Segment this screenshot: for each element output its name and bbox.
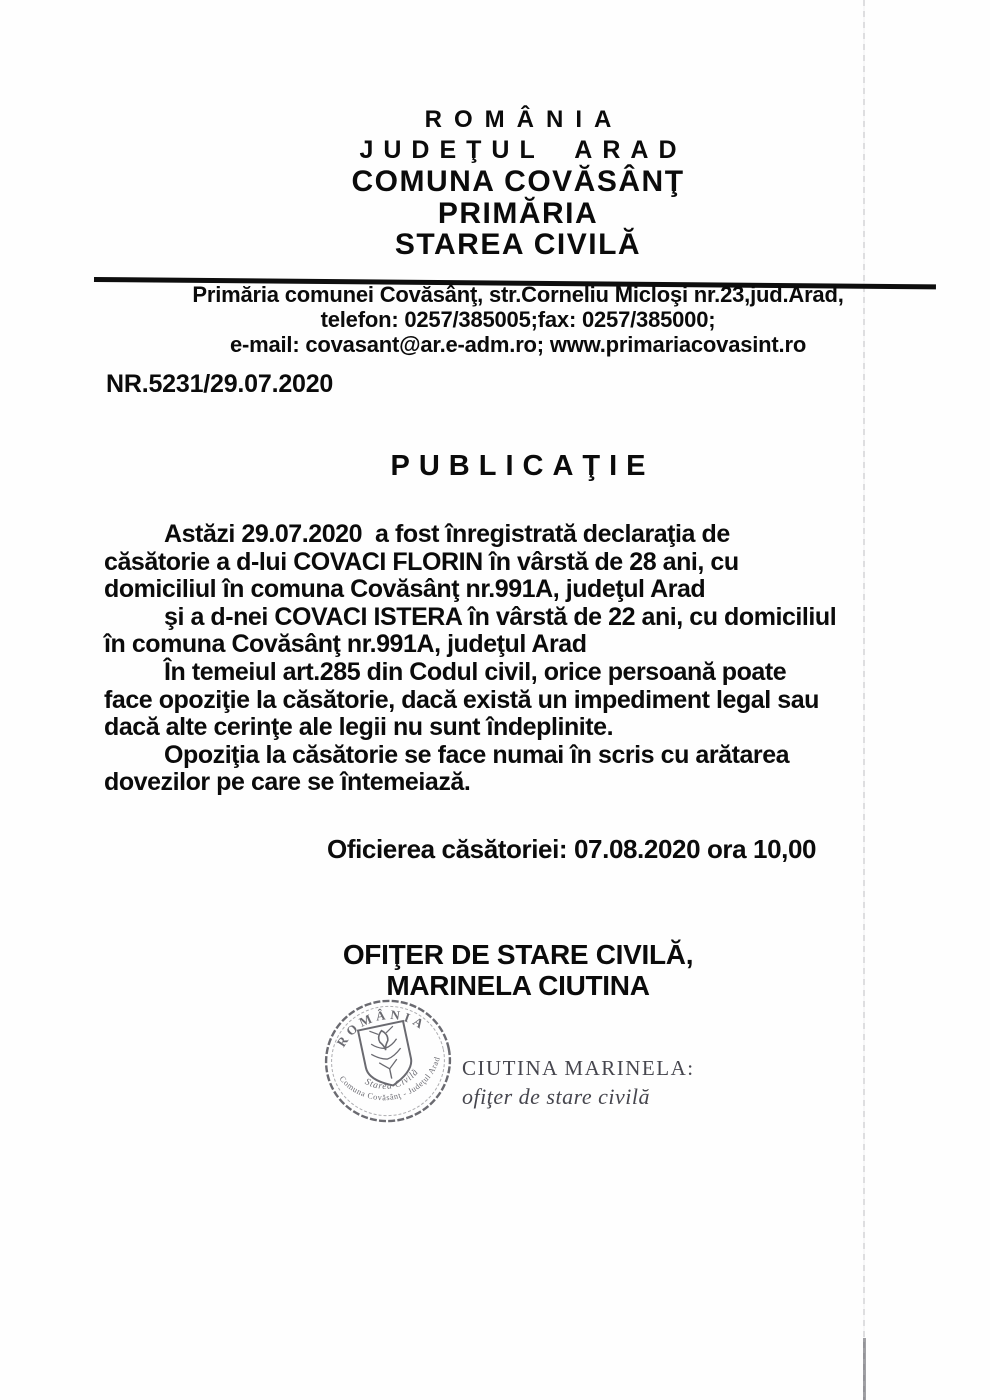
seal-top-text: ROMÂNIA (333, 1006, 430, 1050)
body-line: Astăzi 29.07.2020 a fost înregistrată declaraţia de (164, 520, 730, 548)
officer-name: MARINELA CIUTINA (386, 970, 650, 1001)
body-line: căsătorie a d-lui COVACI FLORIN în vârstă de 28 ani, cu (104, 547, 739, 576)
letterhead-office: STAREA CIVILĂ (394, 228, 642, 261)
body-line: şi a d-nei COVACI ISTERA în vârstă de 22 ani, cu domiciliul (164, 602, 837, 631)
contact-address: Primăria comunei Covăsânţ, str.Corneliu Micloşi nr.23,jud.Arad, (192, 282, 844, 307)
signature-name: CIUTINA MARINELA: (462, 1056, 695, 1080)
seal-inner-text: Starea Civilă (363, 1067, 422, 1092)
body-line: În temeiul art.285 din Codul civil, orice persoană poate (164, 657, 787, 686)
body-line: domiciliul în comuna Covăsânţ nr.991A, judeţul Arad (104, 575, 706, 604)
document-title: PUBLICAŢIE (390, 450, 655, 482)
letterhead-commune: COMUNA COVĂSÂNŢ (351, 165, 685, 198)
officer-block (23, 939, 990, 1001)
contact-phone-fax: telefon: 0257/385005;fax: 0257/385000; (320, 307, 716, 332)
body-line: face opoziţie la căsătorie, dacă există un impediment legal sau (104, 685, 819, 714)
body-line: în comuna Covăsânţ nr.991A, judeţul Arad (104, 630, 587, 659)
registration-number: NR.5231/29.07.2020 (106, 370, 334, 398)
body-line: dacă alte cerinţe ale legii nu sunt îndeplinite. (104, 713, 614, 742)
official-round-seal (321, 997, 455, 1127)
contact-email-web: e-mail: covasant@ar.e-adm.ro; www.primariacovasint.ro (229, 332, 807, 357)
body-text (104, 521, 904, 797)
ceremony-date-line: Oficierea căsătoriei: 07.08.2020 ora 10,00 (327, 834, 817, 864)
seal-bottom-text: Comuna Covăsânţ - Judeţul Arad (337, 1055, 442, 1103)
seal-graphic (321, 997, 455, 1127)
signature-stamp (462, 1056, 695, 1110)
letterhead-country: ROMÂNIA (424, 106, 624, 133)
scan-artifact-line-bottom (863, 1338, 866, 1400)
signature-role: ofiţer de stare civilă (462, 1084, 650, 1109)
body-line: Opoziţia la căsătorie se face numai în scris cu arătarea (164, 740, 790, 769)
letterhead (23, 104, 990, 261)
officer-title: OFIŢER DE STARE CIVILĂ, (342, 939, 694, 970)
letterhead-institution: PRIMĂRIA (437, 196, 599, 230)
contact-block (23, 282, 990, 357)
body-line: dovezilor pe care se întemeiază. (104, 768, 471, 797)
letterhead-county: JUDEŢUL ARAD (359, 136, 687, 164)
